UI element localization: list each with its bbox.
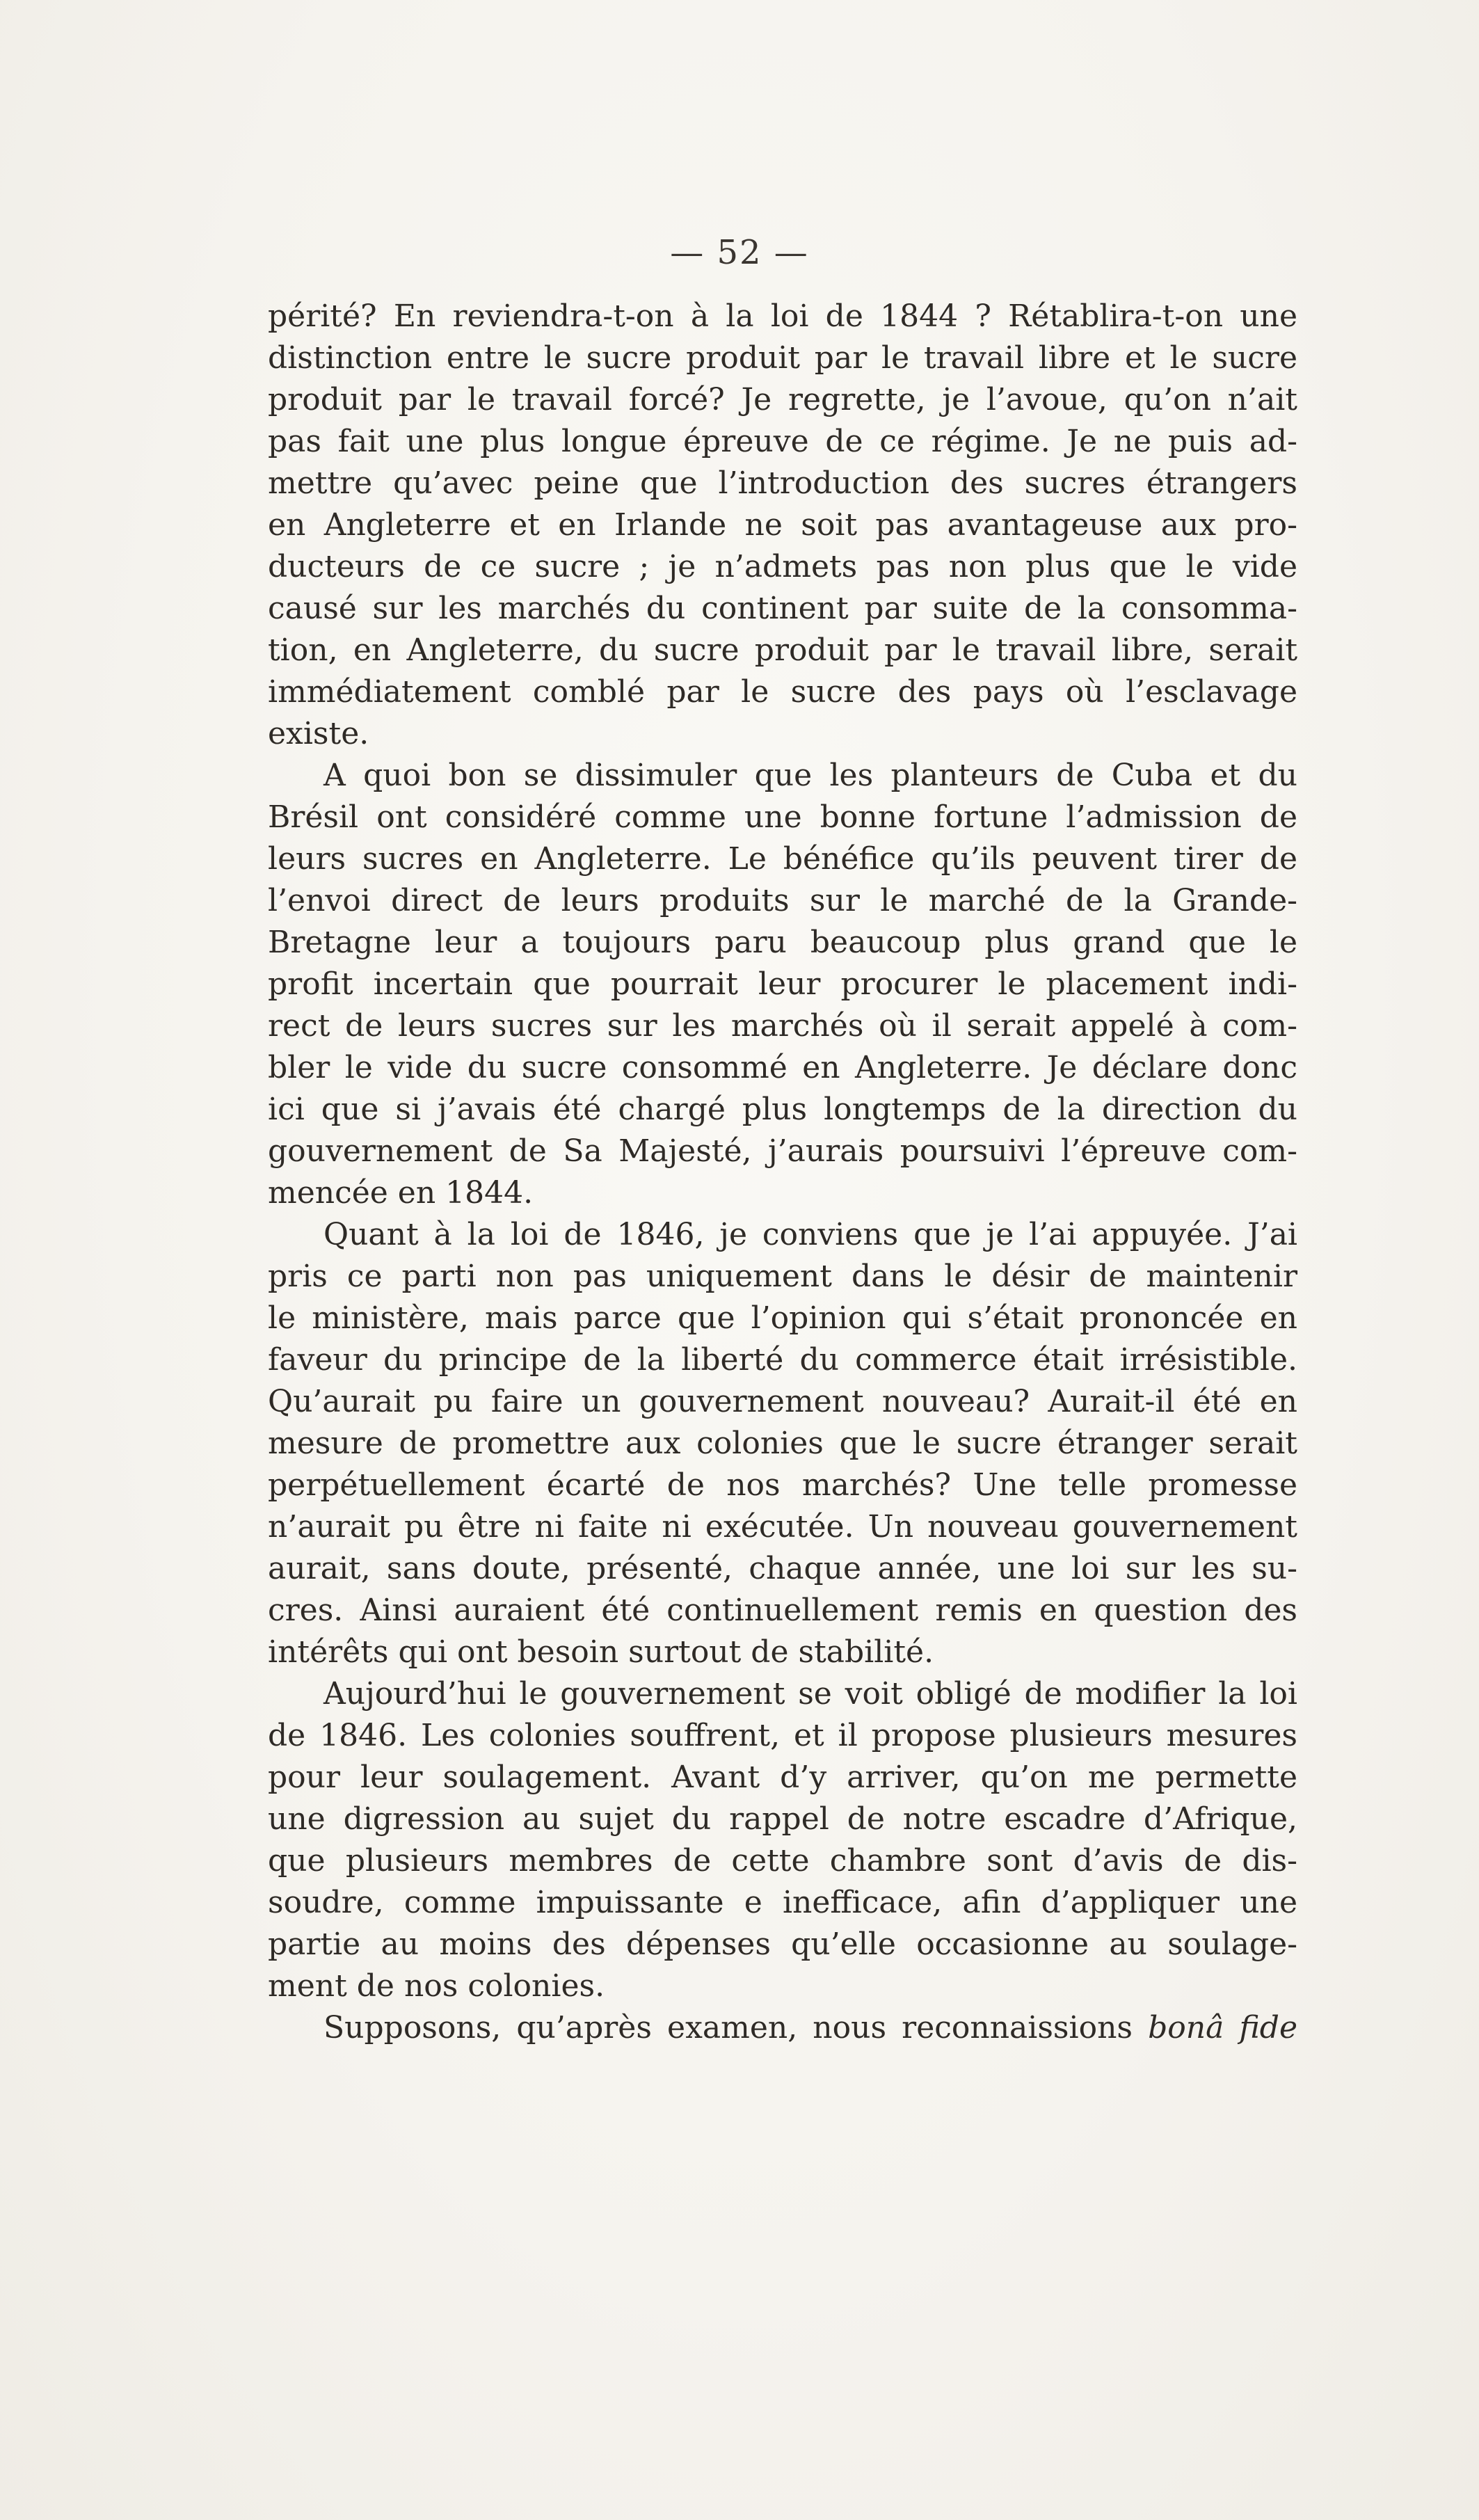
- text-line: [268, 671, 1297, 713]
- text-line: [268, 337, 1297, 379]
- text-line: [268, 504, 1297, 546]
- text-line: [268, 463, 1297, 504]
- text-line-content: Supposons, qu’après examen, nous reconnaissions: [323, 2010, 1133, 2045]
- text-line-content: rect de leurs sucres sur les marchés où il serait appelé à com-: [268, 1008, 1297, 1044]
- text-line-content: perpétuellement écarté de nos marchés? Une telle promesse: [268, 1467, 1297, 1503]
- text-line-content: mettre qu’avec peine que l’introduction des sucres étrangers: [268, 465, 1297, 501]
- text-line-content: bler le vide du sucre consommé en Angleterre. Je déclare donc: [268, 1050, 1297, 1085]
- text-line-content: ducteurs de ce sucre ; je n’admets pas non plus que le vide: [268, 549, 1297, 584]
- text-line: [268, 1632, 1297, 1673]
- text-line: [268, 1799, 1297, 1840]
- text-line-content: produit par le travail forcé? Je regrette, je l’avoue, qu’on n’ait: [268, 382, 1297, 417]
- text-line: [268, 1924, 1297, 1965]
- text-line: [268, 1757, 1297, 1799]
- text-line-content: de 1846. Les colonies souffrent, et il propose plusieurs mesures: [268, 1718, 1297, 1753]
- text-line: [268, 1256, 1297, 1298]
- text-line-content: leurs sucres en Angleterre. Le bénéfice qu’ils peuvent tirer de: [268, 841, 1297, 877]
- text-line-content: pris ce parti non pas uniquement dans le désir de maintenir: [268, 1259, 1297, 1294]
- text-line-content: intérêts qui ont besoin surtout de stabilité.: [268, 1634, 934, 1670]
- text-line: [268, 1423, 1297, 1465]
- text-line-content: ment de nos colonies.: [268, 1968, 605, 2004]
- text-line: [268, 588, 1297, 630]
- italic-phrase: bonâ fide: [1148, 2010, 1297, 2045]
- text-line-content: en Angleterre et en Irlande ne soit pas avantageuse aux pro-: [268, 507, 1297, 543]
- text-line-content: Brésil ont considéré comme une bonne fortune l’admission de: [268, 799, 1297, 835]
- text-line-content: gouvernement de Sa Majesté, j’aurais poursuivi l’épreuve com-: [268, 1133, 1297, 1169]
- text-line: [268, 964, 1297, 1005]
- text-line-content: le ministère, mais parce que l’opinion qui s’était prononcée en: [268, 1300, 1297, 1336]
- text-line: [268, 1381, 1297, 1423]
- text-line: [268, 1882, 1297, 1924]
- text-line: [268, 2007, 1297, 2049]
- text-line-content: A quoi bon se dissimuler que les planteurs de Cuba et du: [323, 758, 1297, 793]
- text-line: [268, 1548, 1297, 1590]
- text-line-content: pas fait une plus longue épreuve de ce régime. Je ne puis ad-: [268, 424, 1297, 459]
- text-line: [268, 1715, 1297, 1757]
- text-line: [268, 421, 1297, 463]
- text-line: [268, 546, 1297, 588]
- text-line: [268, 1047, 1297, 1089]
- text-line-content: tion, en Angleterre, du sucre produit par le travail libre, serait: [268, 632, 1297, 668]
- text-line-content: n’aurait pu être ni faite ni exécutée. Un nouveau gouvernement: [268, 1509, 1297, 1545]
- text-line-content: cres. Ainsi auraient été continuellement remis en question des: [268, 1593, 1297, 1628]
- text-line-content: faveur du principe de la liberté du commerce était irrésistible.: [268, 1342, 1297, 1378]
- text-line-content: Bretagne leur a toujours paru beaucoup plus grand que le: [268, 925, 1297, 960]
- text-line-content: soudre, comme impuissante e inefficace, afin d’appliquer une: [268, 1885, 1297, 1920]
- text-line-content: Qu’aurait pu faire un gouvernement nouveau? Aurait-il été en: [268, 1384, 1297, 1419]
- text-line: [268, 1590, 1297, 1632]
- text-line-content: profit incertain que pourrait leur procurer le placement indi-: [268, 966, 1297, 1002]
- text-line: [268, 922, 1297, 964]
- text-line-content: causé sur les marchés du continent par suite de la consomma-: [268, 591, 1297, 626]
- text-line: [268, 1673, 1297, 1715]
- text-line: [268, 1965, 1297, 2007]
- text-line: [268, 1339, 1297, 1381]
- text-line-content: mesure de promettre aux colonies que le sucre étranger serait: [268, 1426, 1297, 1461]
- text-line-content: mencée en 1844.: [268, 1175, 534, 1211]
- text-line: [268, 1005, 1297, 1047]
- text-line: [268, 1840, 1297, 1882]
- text-line: [268, 713, 1297, 755]
- text-line: [268, 1131, 1297, 1172]
- text-line: [268, 1506, 1297, 1548]
- body-text: [268, 296, 1297, 2049]
- text-line-content: pour leur soulagement. Avant d’y arriver, qu’on me permette: [268, 1760, 1297, 1795]
- text-line: [268, 1298, 1297, 1339]
- text-line: [268, 755, 1297, 797]
- text-line: [268, 1089, 1297, 1131]
- text-line-content: Aujourd’hui le gouvernement se voit obligé de modifier la loi: [323, 1676, 1297, 1712]
- text-line-content: immédiatement comblé par le sucre des pays où l’esclavage: [268, 674, 1297, 710]
- text-line-content: existe.: [268, 716, 369, 751]
- text-line-content: distinction entre le sucre produit par le travail libre et le sucre: [268, 340, 1297, 376]
- text-line-content: que plusieurs membres de cette chambre sont d’avis de dis-: [268, 1843, 1297, 1879]
- text-line-content: Quant à la loi de 1846, je conviens que je l’ai appuyée. J’ai: [323, 1217, 1297, 1252]
- text-line: [268, 1465, 1297, 1506]
- page-number: — 52 —: [670, 233, 809, 272]
- text-line-content: l’envoi direct de leurs produits sur le marché de la Grande-: [268, 883, 1297, 918]
- text-line: [268, 797, 1297, 838]
- text-line-content: une digression au sujet du rappel de notre escadre d’Afrique,: [268, 1801, 1297, 1837]
- text-line: [268, 1172, 1297, 1214]
- text-line: [268, 630, 1297, 671]
- text-line-content: aurait, sans doute, présenté, chaque année, une loi sur les su-: [268, 1551, 1297, 1586]
- text-line: [268, 838, 1297, 880]
- text-line: [268, 1214, 1297, 1256]
- text-line: [268, 296, 1297, 337]
- text-line-content: périté? En reviendra-t-on à la loi de 1844 ? Rétablira-t-on une: [268, 298, 1297, 334]
- text-line: [268, 379, 1297, 421]
- text-line-content: ici que si j’avais été chargé plus longtemps de la direction du: [268, 1092, 1297, 1127]
- text-line-content: partie au moins des dépenses qu’elle occasionne au soulage-: [268, 1927, 1297, 1962]
- text-line: [268, 880, 1297, 922]
